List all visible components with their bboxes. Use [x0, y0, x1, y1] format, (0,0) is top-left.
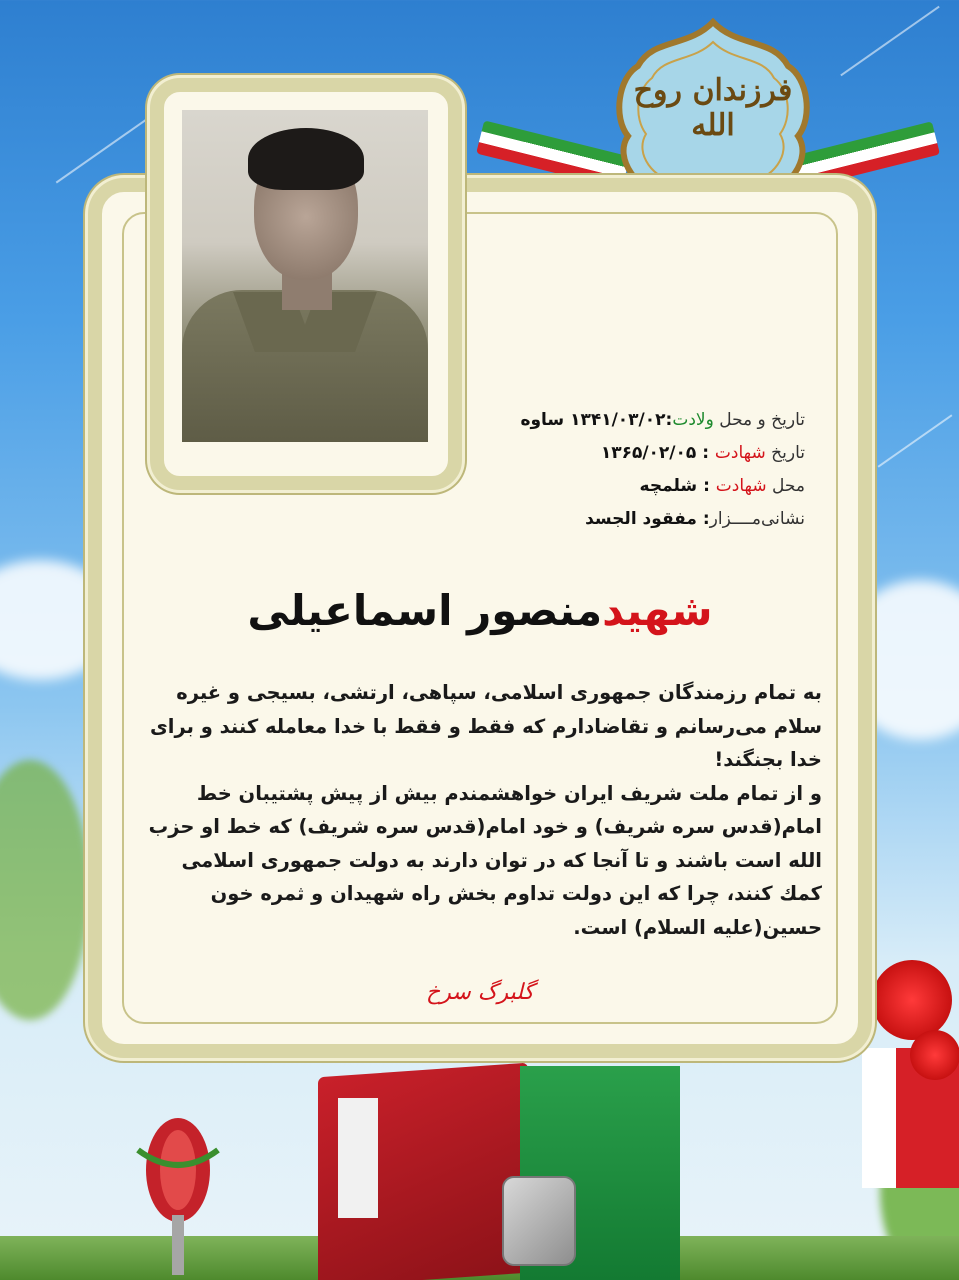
martyrdom-place-highlight: شهادت: [715, 476, 767, 496]
coffin-white: [338, 1098, 378, 1218]
birth-value: :۱۳۴۱/۰۳/۰۲ ساوه: [520, 410, 673, 430]
birth-row: [520, 404, 805, 437]
testament-text: [140, 676, 822, 944]
red-flower: [910, 1030, 959, 1080]
grave-label: نشانی‌مــــزار: [709, 509, 805, 529]
dogtag: [502, 1176, 576, 1266]
martyrdom-place-label: محل: [766, 476, 805, 496]
uniform: [182, 290, 428, 442]
martyrdom-date-value: : ۱۳۶۵/۰۲/۰۵: [600, 443, 715, 463]
martyrdom-place-value: : شلمچه: [639, 476, 716, 496]
grave-row: [520, 503, 805, 536]
red-flower: [872, 960, 952, 1040]
testament-paragraph-2: و از تمام ملت شریف ایران خواهشمندم بیش از پیش پشتیبان خط امام(قدس سره شریف) و خود امام(قدس سره شریف) که خط او حزب الله است باشند و تا آنجا که در توان دارند به دولت جمهوری اسلامی کمك كنند، چرا که این دولت تداوم بخش راه شهیدان و ثمره خون حسین(علیه السلام) است.: [148, 781, 822, 939]
martyr-name: [200, 586, 760, 635]
name-prefix: شهید: [602, 586, 713, 635]
info-block: [520, 404, 805, 536]
emblem-text: فرزندان روح الله: [633, 73, 793, 143]
testament-paragraph-1: به تمام رزمندگان جمهوری اسلامی، سپاهی، ارتشی، بسیجی و غیره سلام می‌رسانم و تقاضادارم که فقط و فقط با خدا معامله کنند و برای خدا بجنگند!: [149, 681, 822, 771]
full-name: منصور اسماعیلی: [247, 586, 603, 635]
martyrdom-date-highlight: شهادت: [714, 443, 766, 463]
foliage-left: [0, 760, 90, 1020]
grave-value: : مفقود الجسد: [585, 509, 710, 529]
martyrdom-date-row: [520, 437, 805, 470]
martyrdom-place-row: [520, 470, 805, 503]
hair: [248, 128, 364, 190]
martyr-portrait: [182, 110, 428, 442]
martyrdom-date-label: تاریخ: [765, 443, 805, 463]
tulip-monument: [128, 1110, 228, 1280]
birth-label-highlight: ولادت: [672, 410, 714, 430]
sky-streak: [878, 414, 953, 467]
signature-logo: گلبرگ سرخ: [426, 980, 534, 1005]
birth-label: تاریخ و محل: [713, 410, 805, 430]
